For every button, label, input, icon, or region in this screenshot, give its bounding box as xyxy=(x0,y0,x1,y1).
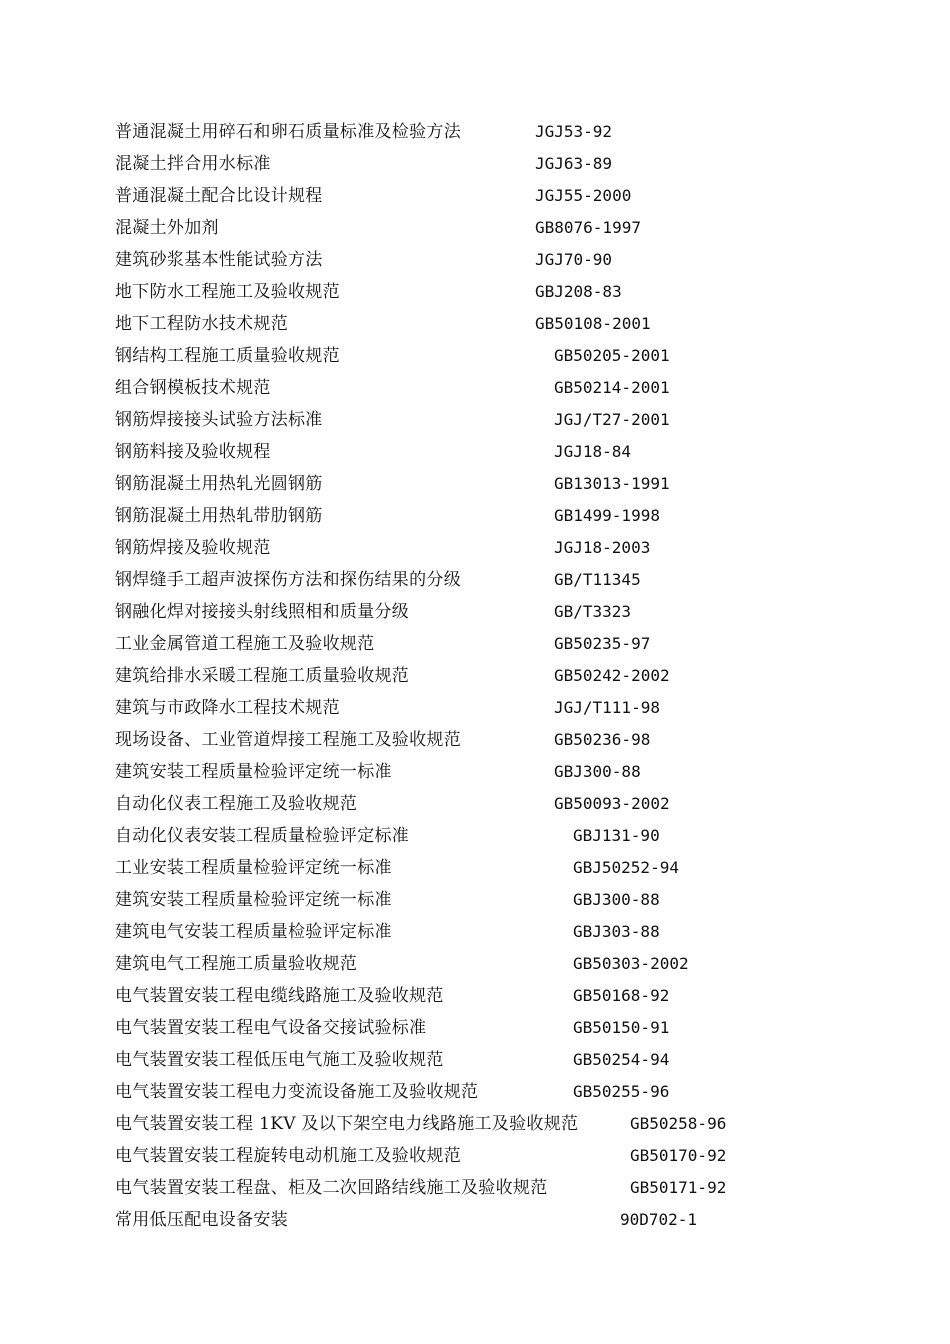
standard-name: 电气装置安装工程低压电气施工及验收规范 xyxy=(115,1050,444,1070)
standard-code: GB50150-91 xyxy=(573,1018,670,1037)
standard-name: 常用低压配电设备安装 xyxy=(115,1210,288,1230)
standard-name: 钢结构工程施工质量验收规范 xyxy=(115,346,340,366)
standard-name: 钢融化焊对接接头射线照相和质量分级 xyxy=(115,602,410,622)
standard-name: 电气装置安装工程 1KV 及以下架空电力线路施工及验收规范 xyxy=(115,1114,579,1134)
standard-code: GBJ303-88 xyxy=(573,922,660,941)
standard-code: GBJ208-83 xyxy=(535,282,622,301)
standard-row xyxy=(0,313,950,345)
standard-name: 钢筋混凝土用热轧带肋钢筋 xyxy=(115,506,323,526)
standard-code: 90D702-1 xyxy=(620,1210,698,1229)
standard-row xyxy=(0,185,950,217)
standard-code: GB50171-92 xyxy=(630,1178,727,1197)
standard-code: JGJ18-84 xyxy=(554,442,632,461)
standard-code: GB8076-1997 xyxy=(535,218,641,237)
standard-name: 钢焊缝手工超声波探伤方法和探伤结果的分级 xyxy=(115,570,461,590)
standard-row xyxy=(0,569,950,601)
standard-row xyxy=(0,633,950,665)
standard-name: 工业安装工程质量检验评定统一标准 xyxy=(115,858,392,878)
standard-code: GB50255-96 xyxy=(573,1082,670,1101)
standard-row xyxy=(0,409,950,441)
standard-row xyxy=(0,537,950,569)
standard-name: 混凝土拌合用水标准 xyxy=(115,154,271,174)
standard-name: 建筑与市政降水工程技术规范 xyxy=(115,698,340,718)
standard-code: JGJ53-92 xyxy=(535,122,613,141)
standard-row xyxy=(0,697,950,729)
standard-name: 地下防水工程施工及验收规范 xyxy=(115,282,340,302)
standard-code: GB50168-92 xyxy=(573,986,670,1005)
standard-row xyxy=(0,473,950,505)
standard-row xyxy=(0,793,950,825)
standard-code: GBJ300-88 xyxy=(554,762,641,781)
standard-code: GB50236-98 xyxy=(554,730,651,749)
standard-code: GBJ300-88 xyxy=(573,890,660,909)
standard-name: 钢筋焊接接头试验方法标准 xyxy=(115,410,323,430)
standard-name: 建筑电气安装工程质量检验评定标准 xyxy=(115,922,392,942)
standard-name: 混凝土外加剂 xyxy=(115,218,219,238)
standard-name: 建筑安装工程质量检验评定统一标准 xyxy=(115,890,392,910)
standard-name: 电气装置安装工程盘、柜及二次回路结线施工及验收规范 xyxy=(115,1178,548,1198)
standard-row xyxy=(0,1017,950,1049)
standard-row xyxy=(0,441,950,473)
standard-name: 建筑安装工程质量检验评定统一标准 xyxy=(115,762,392,782)
standard-code: JGJ/T111-98 xyxy=(554,698,660,717)
standard-code: JGJ18-2003 xyxy=(554,538,651,557)
standard-name: 组合钢模板技术规范 xyxy=(115,378,271,398)
standard-name: 电气装置安装工程旋转电动机施工及验收规范 xyxy=(115,1146,461,1166)
standard-row xyxy=(0,1049,950,1081)
standard-name: 电气装置安装工程电气设备交接试验标准 xyxy=(115,1018,427,1038)
standard-row xyxy=(0,345,950,377)
standard-row xyxy=(0,1113,950,1145)
standard-code: GB50205-2001 xyxy=(554,346,670,365)
standard-row xyxy=(0,921,950,953)
standard-row xyxy=(0,217,950,249)
standard-name: 自动化仪表安装工程质量检验评定标准 xyxy=(115,826,410,846)
standard-name: 钢筋混凝土用热轧光圆钢筋 xyxy=(115,474,323,494)
standard-row xyxy=(0,985,950,1017)
standard-code: GB50254-94 xyxy=(573,1050,670,1069)
standard-name: 钢筋料接及验收规程 xyxy=(115,442,271,462)
standard-code: GB13013-1991 xyxy=(554,474,670,493)
standard-name: 现场设备、工业管道焊接工程施工及验收规范 xyxy=(115,730,461,750)
standard-code: GB50214-2001 xyxy=(554,378,670,397)
standard-name: 建筑电气工程施工质量验收规范 xyxy=(115,954,358,974)
standard-code: JGJ70-90 xyxy=(535,250,613,269)
standard-row xyxy=(0,825,950,857)
standard-name: 普通混凝土配合比设计规程 xyxy=(115,186,323,206)
standard-row xyxy=(0,601,950,633)
standard-row xyxy=(0,1209,950,1241)
standard-code: GBJ50252-94 xyxy=(573,858,679,877)
standard-name: 电气装置安装工程电缆线路施工及验收规范 xyxy=(115,986,444,1006)
standard-name: 自动化仪表工程施工及验收规范 xyxy=(115,794,358,814)
standard-row xyxy=(0,1145,950,1177)
standard-code: GB50242-2002 xyxy=(554,666,670,685)
standard-code: GB/T11345 xyxy=(554,570,641,589)
standard-row xyxy=(0,281,950,313)
standard-row xyxy=(0,665,950,697)
standard-code: GB50170-92 xyxy=(630,1146,727,1165)
standard-row xyxy=(0,153,950,185)
standard-name: 地下工程防水技术规范 xyxy=(115,314,288,334)
standard-name: 建筑砂浆基本性能试验方法 xyxy=(115,250,323,270)
standard-code: GB1499-1998 xyxy=(554,506,660,525)
standard-code: GB50235-97 xyxy=(554,634,651,653)
standard-code: GB50258-96 xyxy=(630,1114,727,1133)
standard-code: GB50093-2002 xyxy=(554,794,670,813)
standard-code: JGJ55-2000 xyxy=(535,186,632,205)
standard-name: 普通混凝土用碎石和卵石质量标准及检验方法 xyxy=(115,122,461,142)
standard-row xyxy=(0,729,950,761)
standard-name: 电气装置安装工程电力变流设备施工及验收规范 xyxy=(115,1082,479,1102)
standard-row xyxy=(0,377,950,409)
standard-name: 建筑给排水采暖工程施工质量验收规范 xyxy=(115,666,410,686)
standard-name: 钢筋焊接及验收规范 xyxy=(115,538,271,558)
standard-row xyxy=(0,857,950,889)
standard-code: GB50303-2002 xyxy=(573,954,689,973)
standard-code: GB/T3323 xyxy=(554,602,632,621)
standard-row xyxy=(0,889,950,921)
standard-row xyxy=(0,121,950,153)
standard-code: GBJ131-90 xyxy=(573,826,660,845)
standard-code: JGJ/T27-2001 xyxy=(554,410,670,429)
standard-row xyxy=(0,953,950,985)
standard-row xyxy=(0,761,950,793)
standard-row xyxy=(0,1177,950,1209)
standard-code: GB50108-2001 xyxy=(535,314,651,333)
standard-row xyxy=(0,249,950,281)
standard-name: 工业金属管道工程施工及验收规范 xyxy=(115,634,375,654)
standard-row xyxy=(0,1081,950,1113)
standard-code: JGJ63-89 xyxy=(535,154,613,173)
standard-row xyxy=(0,505,950,537)
